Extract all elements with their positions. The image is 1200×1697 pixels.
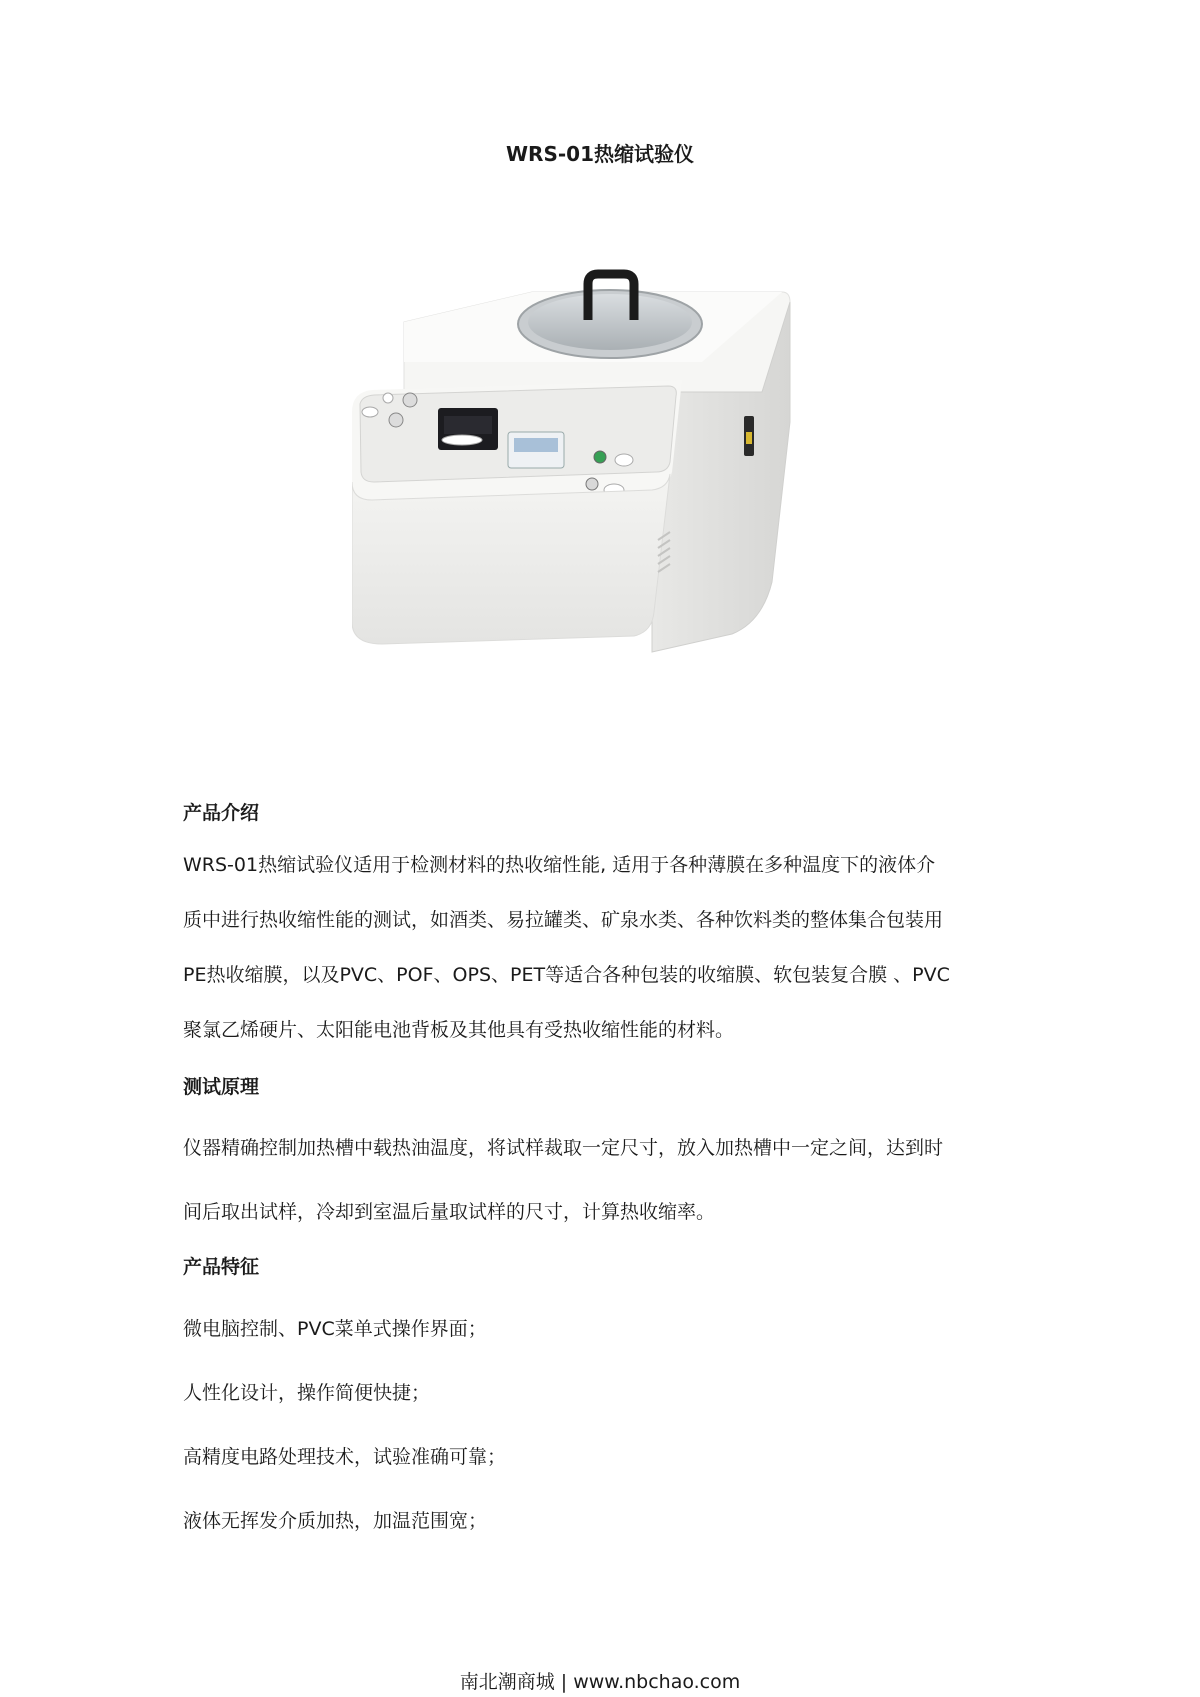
product-image xyxy=(352,262,852,702)
footer-text: 南北潮商城 | www.nbchao.com xyxy=(459,1671,741,1693)
section-heading-features: 产品特征 xyxy=(183,1256,260,1278)
intro-line-2: 质中进行热收缩性能的测试，如酒类、易拉罐类、矿泉水类、各种饮料类的整体集合包装用 xyxy=(183,909,944,931)
feature-item: 微电脑控制、PVC菜单式操作界面； xyxy=(183,1318,487,1340)
feature-item: 高精度电路处理技术，试验准确可靠； xyxy=(183,1446,507,1468)
intro-line-4: 聚氯乙烯硬片、太阳能电池背板及其他具有受热收缩性能的材料。 xyxy=(183,1019,735,1041)
principle-line-2: 间后取出试样，冷却到室温后量取试样的尺寸，计算热收缩率。 xyxy=(183,1201,716,1223)
principle-line-1: 仪器精确控制加热槽中载热油温度，将试样裁取一定尺寸，放入加热槽中一定之间，达到时 xyxy=(183,1137,944,1159)
feature-item: 人性化设计，操作简便快捷； xyxy=(183,1382,431,1404)
feature-item: 液体无挥发介质加热，加温范围宽； xyxy=(183,1510,488,1532)
section-heading-principle: 测试原理 xyxy=(183,1076,260,1098)
intro-line-1: WRS-01热缩试验仪适用于检测材料的热收缩性能, 适用于各种薄膜在多种温度下的液体介 xyxy=(183,854,936,876)
heat-shrink-tester-illustration xyxy=(352,262,852,702)
section-heading-intro: 产品介绍 xyxy=(183,802,260,824)
intro-line-3: PE热收缩膜，以及PVC、POF、OPS、PET等适合各种包装的收缩膜、软包装复合膜 、PVC xyxy=(183,964,950,986)
document-title: WRS-01热缩试验仪 xyxy=(506,142,694,166)
